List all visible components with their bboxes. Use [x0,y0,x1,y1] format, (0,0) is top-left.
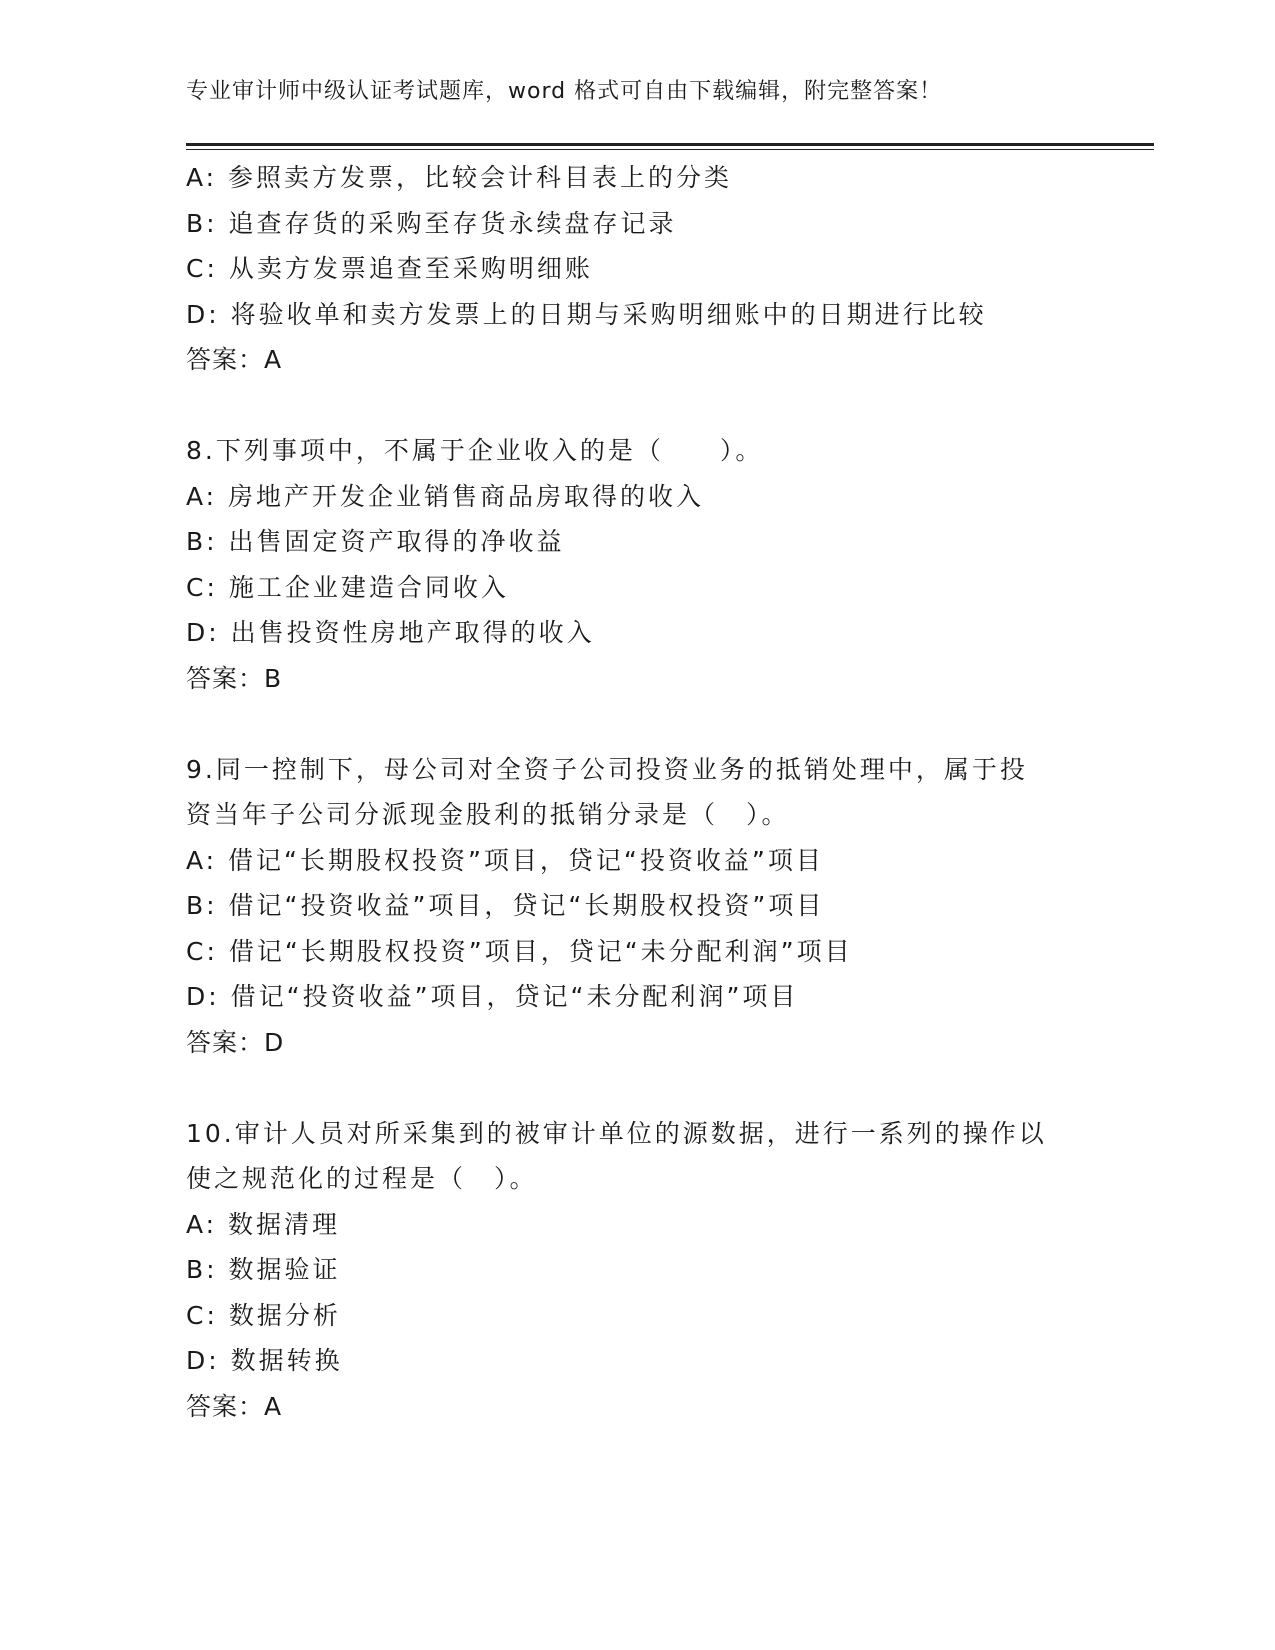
answer-line: 答案：B [186,663,283,693]
question-stem-continued: 资当年子公司分派现金股利的抵销分录是（ ）。 [186,800,790,829]
question-block-10 [186,1111,1086,1430]
header-rule-thin [186,149,1154,150]
option-c: C: 施工企业建造合同收入 [186,572,509,602]
question-block-7 [186,155,1086,383]
option-d: D: 出售投资性房地产取得的收入 [186,618,595,647]
answer-line: 答案：A [186,345,283,374]
option-c: C: 数据分析 [186,1300,341,1330]
option-d: D: 将验收单和卖方发票上的日期与采购明细账中的日期进行比较 [186,299,987,329]
header-rule-thick [186,143,1154,146]
option-b: B: 出售固定资产取得的净收益 [186,527,565,556]
question-stem: 10.审计人员对所采集到的被审计单位的源数据，进行一系列的操作以 [186,1118,1047,1148]
option-c: C: 从卖方发票追查至采购明细账 [186,254,593,283]
option-a: A: 借记“长期股权投资”项目，贷记“投资收益”项目 [186,845,824,875]
option-a: A: 房地产开发企业销售商品房取得的收入 [186,481,705,511]
option-a: A: 数据清理 [186,1209,341,1239]
question-stem: 8.下列事项中，不属于企业收入的是（ ）。 [186,436,764,465]
page-header: 专业审计师中级认证考试题库，word 格式可自由下载编辑，附完整答案！ [186,79,943,104]
answer-line: 答案：A [186,1391,283,1421]
option-b: B: 数据验证 [186,1255,341,1284]
option-d: D: 数据转换 [186,1346,343,1375]
question-list [186,155,1086,1429]
answer-line: 答案：D [186,1027,285,1057]
question-block-9 [186,747,1086,1066]
option-d: D: 借记“投资收益”项目，贷记“未分配利润”项目 [186,982,799,1011]
option-c: C: 借记“长期股权投资”项目，贷记“未分配利润”项目 [186,936,853,966]
option-a: A: 参照卖方发票，比较会计科目表上的分类 [186,163,733,192]
option-b: B: 追查存货的采购至存货永续盘存记录 [186,208,677,238]
question-stem-continued: 使之规范化的过程是（ ）。 [186,1164,538,1193]
question-block-8 [186,428,1086,701]
question-stem: 9.同一控制下，母公司对全资子公司投资业务的抵销处理中，属于投 [186,754,1028,784]
option-b: B: 借记“投资收益”项目，贷记“长期股权投资”项目 [186,891,825,920]
